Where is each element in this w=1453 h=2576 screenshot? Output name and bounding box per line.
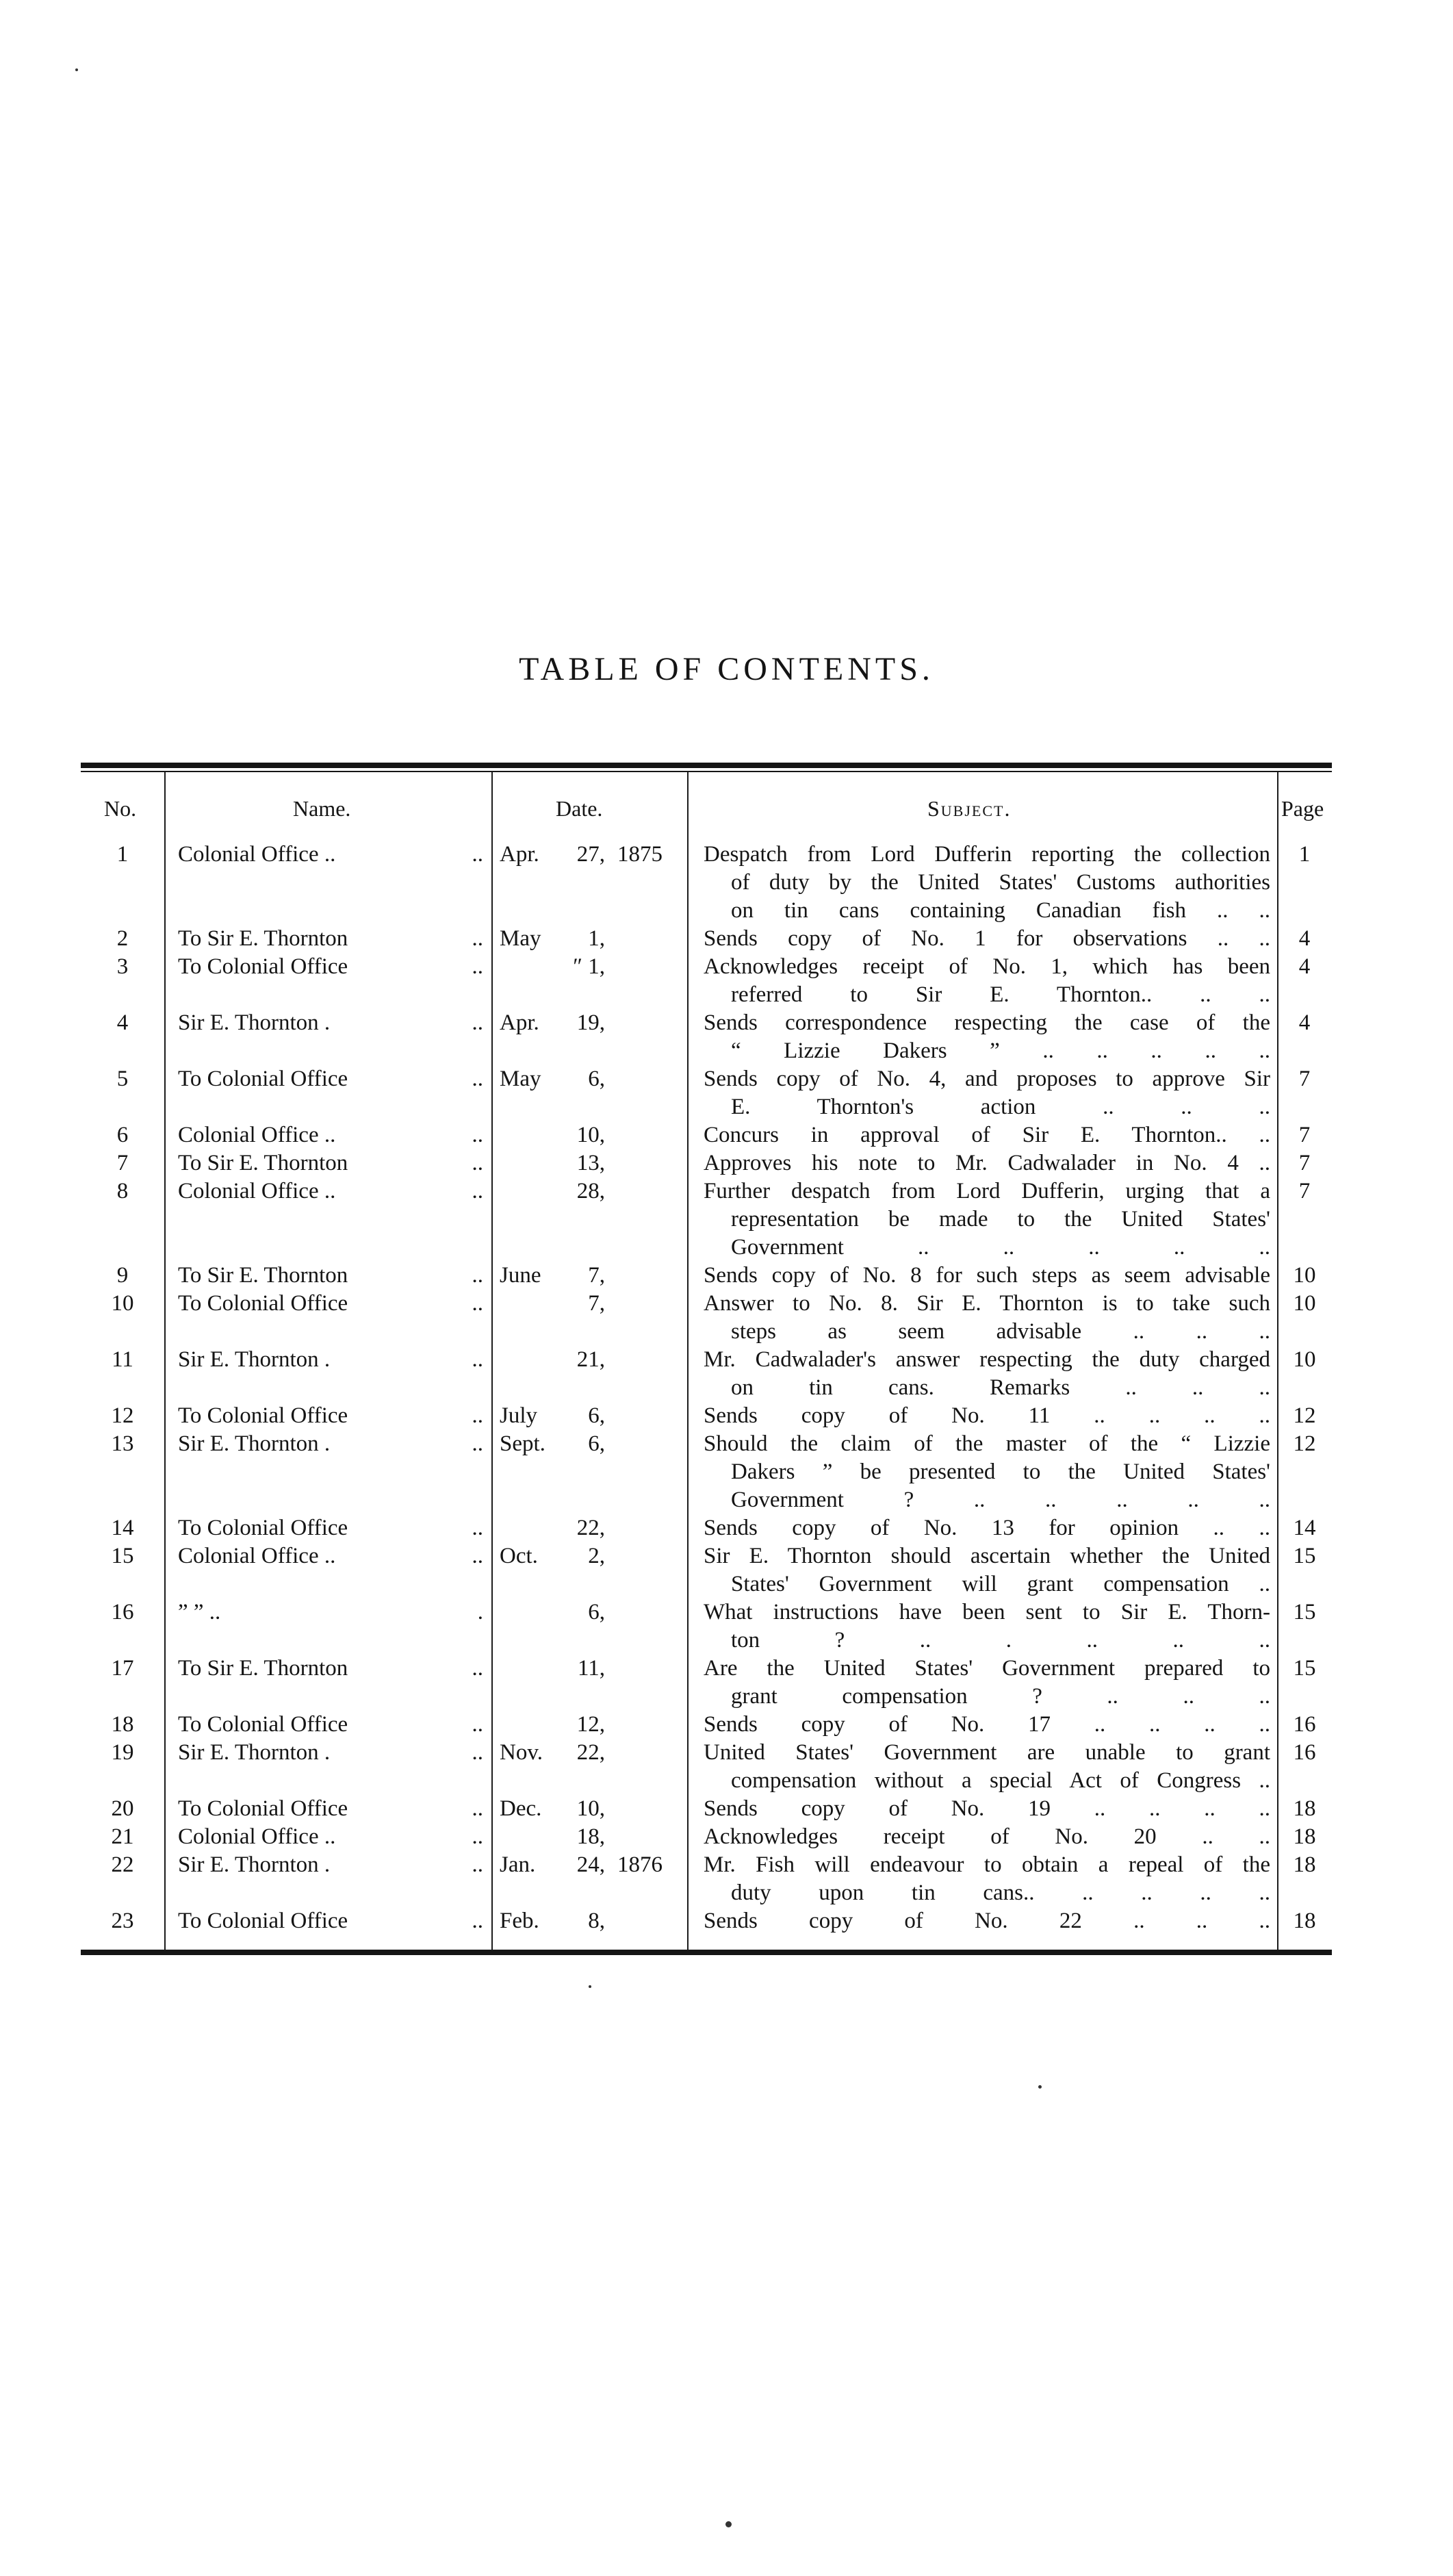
entry-name [164,925,491,953]
table-row [81,1795,1332,1823]
entry-page: 10 [1293,1291,1316,1316]
entry-name-text: Colonial Office .. [178,1179,336,1203]
entry-number: 3 [116,954,129,979]
entry-page: 15 [1293,1656,1316,1681]
table-row [81,1823,1332,1851]
entry-subject [687,1121,1277,1149]
entry-name-text: Sir E. Thornton . [178,1740,331,1765]
date-day: 21, [576,1347,605,1372]
date-month: Nov. [500,1740,543,1765]
leader-dots: .. [472,1347,483,1372]
entry-date [491,1598,687,1655]
entry-date [491,953,687,1009]
entry-subject [687,1795,1277,1823]
entry-date [491,1346,687,1402]
table-row [81,1711,1332,1739]
entry-number: 15 [111,1544,134,1568]
date-day: 6, [588,1403,605,1428]
scan-speck [589,1985,591,1988]
date-year: 1876 [617,1852,663,1877]
entry-subject [687,1262,1277,1290]
subject-line: States' Government will grant compensation .. [731,1572,1270,1596]
entry-number: 20 [111,1796,134,1821]
header-subject: Subject. [927,796,1012,821]
date-day: 22, [576,1516,605,1540]
page-title: TABLE OF CONTENTS. [519,651,934,687]
date-day: 6, [588,1067,605,1091]
entry-subject [687,1009,1277,1065]
leader-dots: .. [472,954,483,979]
entry-page: 18 [1293,1852,1316,1877]
subject-line: Should the claim of the master of the “ Lizzie [704,1431,1270,1456]
entry-name [164,1851,491,1907]
entry-name-text: To Colonial Office [178,1909,348,1933]
entry-name [164,1290,491,1346]
entry-name-text: Sir E. Thornton . [178,1347,331,1372]
subject-line: Are the United States' Government prepared to [704,1656,1270,1681]
entry-name [164,1711,491,1739]
entry-name-text: Colonial Office .. [178,1123,336,1147]
subject-line: on tin cans containing Canadian fish .. .. [731,898,1270,923]
entry-page: 15 [1293,1600,1316,1624]
entry-date [491,841,687,925]
entry-number: 21 [111,1824,134,1849]
entry-subject [687,953,1277,1009]
entry-page: 7 [1298,1179,1311,1203]
entry-name-text: Sir E. Thornton . [178,1431,331,1456]
subject-line: Dakers ” be presented to the United States' [731,1459,1270,1484]
entry-number: 13 [111,1431,134,1456]
entry-name [164,1430,491,1514]
leader-dots: .. [472,1010,483,1035]
table-row [81,1262,1332,1290]
entry-page: 4 [1298,926,1311,951]
entry-date [491,1290,687,1346]
date-month: June [500,1263,541,1288]
subject-line: Sends copy of No. 4, and proposes to approve Sir [704,1067,1270,1091]
entry-number: 1 [116,842,129,867]
contents-table [81,841,1332,1935]
entry-name-text: To Sir E. Thornton [178,926,348,951]
entry-name-text: To Colonial Office [178,1291,348,1316]
entry-date [491,1711,687,1739]
entry-date [491,1009,687,1065]
date-day: 7, [588,1291,605,1316]
entry-subject [687,1346,1277,1402]
date-day: 24, [576,1852,605,1877]
entry-name [164,1655,491,1711]
entry-number: 19 [111,1740,134,1765]
date-day: 6, [588,1431,605,1456]
scan-speck [725,2521,732,2527]
subject-line: Answer to No. 8. Sir E. Thornton is to take such [704,1291,1270,1316]
entry-page: 1 [1298,842,1311,867]
entry-subject [687,1514,1277,1542]
date-month: Apr. [500,842,539,867]
table-row [81,925,1332,953]
table-row [81,1121,1332,1149]
entry-subject [687,1177,1277,1262]
subject-line: Concurs in approval of Sir E. Thornton.. .. [704,1123,1270,1147]
entry-name [164,953,491,1009]
subject-line: Sends copy of No. 11 .. .. .. .. [704,1403,1270,1428]
entry-name-text: To Sir E. Thornton [178,1263,348,1288]
entry-page: 7 [1298,1067,1311,1091]
date-month: Oct. [500,1544,538,1568]
entry-name-text: Sir E. Thornton . [178,1852,331,1877]
entry-name [164,1823,491,1851]
header-page: Page [1281,796,1324,821]
subject-line: of duty by the United States' Customs authorities [731,870,1270,895]
entry-date [491,1655,687,1711]
entry-name-text: To Colonial Office [178,1516,348,1540]
date-day: 12, [576,1712,605,1737]
entry-subject [687,1655,1277,1711]
subject-line: Government ? .. .. .. .. .. [731,1488,1270,1512]
entry-number: 7 [116,1151,129,1175]
leader-dots: .. [472,1179,483,1203]
entry-date [491,1402,687,1430]
entry-number: 22 [111,1852,134,1877]
table-row [81,1598,1332,1655]
entry-name-text: To Sir E. Thornton [178,1656,348,1681]
leader-dots: .. [472,1909,483,1933]
table-row [81,1655,1332,1711]
entry-name [164,1065,491,1121]
entry-subject [687,841,1277,925]
date-day: 6, [588,1600,605,1624]
date-month: July [500,1403,538,1428]
entry-name-text: ” ” .. [178,1600,221,1624]
subject-line: Sir E. Thornton should ascertain whether the United [704,1544,1270,1568]
entry-name [164,1542,491,1598]
subject-line: steps as seem advisable .. .. .. [731,1319,1270,1344]
subject-line: representation be made to the United States' [731,1207,1270,1232]
subject-line: Sends copy of No. 22 .. .. .. [704,1909,1270,1933]
leader-dots: .. [472,1403,483,1428]
entry-page: 16 [1293,1712,1316,1737]
entry-subject [687,1290,1277,1346]
subject-line: Acknowledges receipt of No. 20 .. .. [704,1824,1270,1849]
entry-subject [687,1907,1277,1935]
leader-dots: . [477,1600,483,1624]
entry-subject [687,925,1277,953]
date-month: Feb. [500,1909,539,1933]
leader-dots: .. [472,1123,483,1147]
entry-page: 16 [1293,1740,1316,1765]
entry-date [491,1149,687,1177]
entry-date [491,1430,687,1514]
table-row [81,1065,1332,1121]
subject-line: Approves his note to Mr. Cadwalader in No. 4 .. [704,1151,1270,1175]
date-day: 18, [576,1824,605,1849]
entry-number: 2 [116,926,129,951]
table-bottom-rule [81,1950,1332,1955]
entry-page: 18 [1293,1796,1316,1821]
entry-name-text: To Colonial Office [178,954,348,979]
table-row [81,953,1332,1009]
leader-dots: .. [472,1852,483,1877]
leader-dots: .. [472,1151,483,1175]
leader-dots: .. [472,1824,483,1849]
subject-line: Government .. .. .. .. .. [731,1235,1270,1260]
table-top-rule-thin [81,771,1332,772]
entry-date [491,1121,687,1149]
entry-page: 12 [1293,1403,1316,1428]
header-date: Date. [556,796,603,821]
entry-subject [687,1598,1277,1655]
leader-dots: .. [472,1067,483,1091]
entry-name [164,1346,491,1402]
subject-line: on tin cans. Remarks .. .. .. [731,1375,1270,1400]
entry-name [164,1402,491,1430]
entry-name [164,1121,491,1149]
entry-name-text: To Sir E. Thornton [178,1151,348,1175]
entry-page: 18 [1293,1909,1316,1933]
subject-line: Sends copy of No. 13 for opinion .. .. [704,1516,1270,1540]
entry-subject [687,1402,1277,1430]
entry-page: 10 [1293,1347,1316,1372]
subject-line: Further despatch from Lord Dufferin, urging that a [704,1179,1270,1203]
entry-date [491,1262,687,1290]
leader-dots: .. [472,1431,483,1456]
date-day: 8, [588,1909,605,1933]
entry-name [164,1739,491,1795]
entry-date [491,1065,687,1121]
contents-table-body [81,841,1332,1935]
entry-number: 11 [112,1347,133,1372]
entry-number: 17 [111,1656,134,1681]
entry-name [164,1177,491,1262]
entry-page: 15 [1293,1544,1316,1568]
leader-dots: .. [472,842,483,867]
entry-subject [687,1065,1277,1121]
subject-line: Despatch from Lord Dufferin reporting the collection [704,842,1270,867]
entry-name [164,1598,491,1655]
subject-line: Sends copy of No. 8 for such steps as seem advisable [704,1263,1270,1288]
table-row [81,1290,1332,1346]
entry-page: 18 [1293,1824,1316,1849]
entry-name-text: To Colonial Office [178,1796,348,1821]
header-no: No. [104,796,137,821]
entry-subject [687,1430,1277,1514]
table-row [81,1009,1332,1065]
date-day: 1, [588,926,605,951]
entry-page: 10 [1293,1263,1316,1288]
entry-subject [687,1851,1277,1907]
entry-date [491,1851,687,1907]
date-month: Apr. [500,1010,539,1035]
date-month: May [500,1067,541,1091]
subject-line: referred to Sir E. Thornton.. .. .. [731,982,1270,1007]
date-day: 27, [576,842,605,867]
entry-date [491,1739,687,1795]
date-day: 22, [576,1740,605,1765]
table-row [81,1177,1332,1262]
subject-line: grant compensation ? .. .. .. [731,1684,1270,1709]
date-day: 19, [576,1010,605,1035]
table-row [81,1346,1332,1402]
entry-number: 10 [111,1291,134,1316]
entry-name [164,1262,491,1290]
date-month: Dec. [500,1796,542,1821]
date-day: 13, [576,1151,605,1175]
entry-name-text: To Colonial Office [178,1067,348,1091]
leader-dots: .. [472,1291,483,1316]
header-name: Name. [293,796,351,821]
entry-date [491,925,687,953]
date-day: 28, [576,1179,605,1203]
entry-page: 4 [1298,1010,1311,1035]
date-day: ″ 1, [573,954,605,979]
entry-date [491,1907,687,1935]
subject-line: Sends copy of No. 1 for observations .. .. [704,926,1270,951]
date-day: 7, [588,1263,605,1288]
leader-dots: .. [472,1712,483,1737]
date-day: 10, [576,1796,605,1821]
entry-number: 6 [116,1123,129,1147]
entry-number: 9 [116,1263,129,1288]
subject-line: Sends copy of No. 19 .. .. .. .. [704,1796,1270,1821]
subject-line: “ Lizzie Dakers ” .. .. .. .. .. [731,1038,1270,1063]
entry-number: 12 [111,1403,134,1428]
table-row [81,1149,1332,1177]
table-row [81,1851,1332,1907]
entry-number: 16 [111,1600,134,1624]
scan-speck [75,68,78,71]
date-day: 2, [588,1544,605,1568]
entry-page: 12 [1293,1431,1316,1456]
subject-line: duty upon tin cans.. .. .. .. .. [731,1880,1270,1905]
entry-number: 18 [111,1712,134,1737]
entry-number: 14 [111,1516,134,1540]
entry-subject [687,1711,1277,1739]
entry-name-text: To Colonial Office [178,1403,348,1428]
entry-date [491,1514,687,1542]
table-top-rule [81,763,1332,768]
date-month: Sept. [500,1431,545,1456]
entry-name-text: Colonial Office .. [178,842,336,867]
subject-line: Sends copy of No. 17 .. .. .. .. [704,1712,1270,1737]
table-row [81,1430,1332,1514]
entry-name-text: To Colonial Office [178,1712,348,1737]
entry-number: 5 [116,1067,129,1091]
entry-name [164,841,491,925]
entry-name [164,1009,491,1065]
leader-dots: .. [472,1656,483,1681]
entry-name-text: Colonial Office .. [178,1544,336,1568]
subject-line: United States' Government are unable to grant [704,1740,1270,1765]
entry-subject [687,1823,1277,1851]
scan-speck [1038,2085,1042,2089]
entry-page: 7 [1298,1123,1311,1147]
entry-number: 8 [116,1179,129,1203]
entry-name-text: Colonial Office .. [178,1824,336,1849]
entry-number: 4 [116,1010,129,1035]
subject-line: E. Thornton's action .. .. .. [731,1095,1270,1119]
table-row [81,1739,1332,1795]
table-row [81,841,1332,925]
subject-line: ton ? .. . .. .. .. [731,1628,1270,1653]
entry-name-text: Sir E. Thornton . [178,1010,331,1035]
subject-line: Acknowledges receipt of No. 1, which has been [704,954,1270,979]
leader-dots: .. [472,1796,483,1821]
date-day: 10, [576,1123,605,1147]
entry-subject [687,1149,1277,1177]
entry-name [164,1907,491,1935]
table-row [81,1907,1332,1935]
subject-line: Sends correspondence respecting the case of the [704,1010,1270,1035]
subject-line: Mr. Cadwalader's answer respecting the duty charged [704,1347,1270,1372]
date-month: Jan. [500,1852,536,1877]
entry-name [164,1149,491,1177]
date-month: May [500,926,541,951]
leader-dots: .. [472,926,483,951]
leader-dots: .. [472,1544,483,1568]
date-year: 1875 [617,842,663,867]
entry-name [164,1514,491,1542]
date-day: 11, [577,1656,605,1681]
entry-page: 7 [1298,1151,1311,1175]
table-row [81,1402,1332,1430]
entry-page: 14 [1293,1516,1316,1540]
entry-number: 23 [111,1909,134,1933]
leader-dots: .. [472,1263,483,1288]
entry-date [491,1795,687,1823]
leader-dots: .. [472,1516,483,1540]
entry-date [491,1177,687,1262]
table-row [81,1542,1332,1598]
subject-line: compensation without a special Act of Congress .. [731,1768,1270,1793]
leader-dots: .. [472,1740,483,1765]
entry-subject [687,1542,1277,1598]
entry-subject [687,1739,1277,1795]
subject-line: Mr. Fish will endeavour to obtain a repeal of the [704,1852,1270,1877]
table-row [81,1514,1332,1542]
entry-name [164,1795,491,1823]
entry-date [491,1823,687,1851]
entry-date [491,1542,687,1598]
subject-line: What instructions have been sent to Sir E. Thorn- [704,1600,1270,1624]
entry-page: 4 [1298,954,1311,979]
